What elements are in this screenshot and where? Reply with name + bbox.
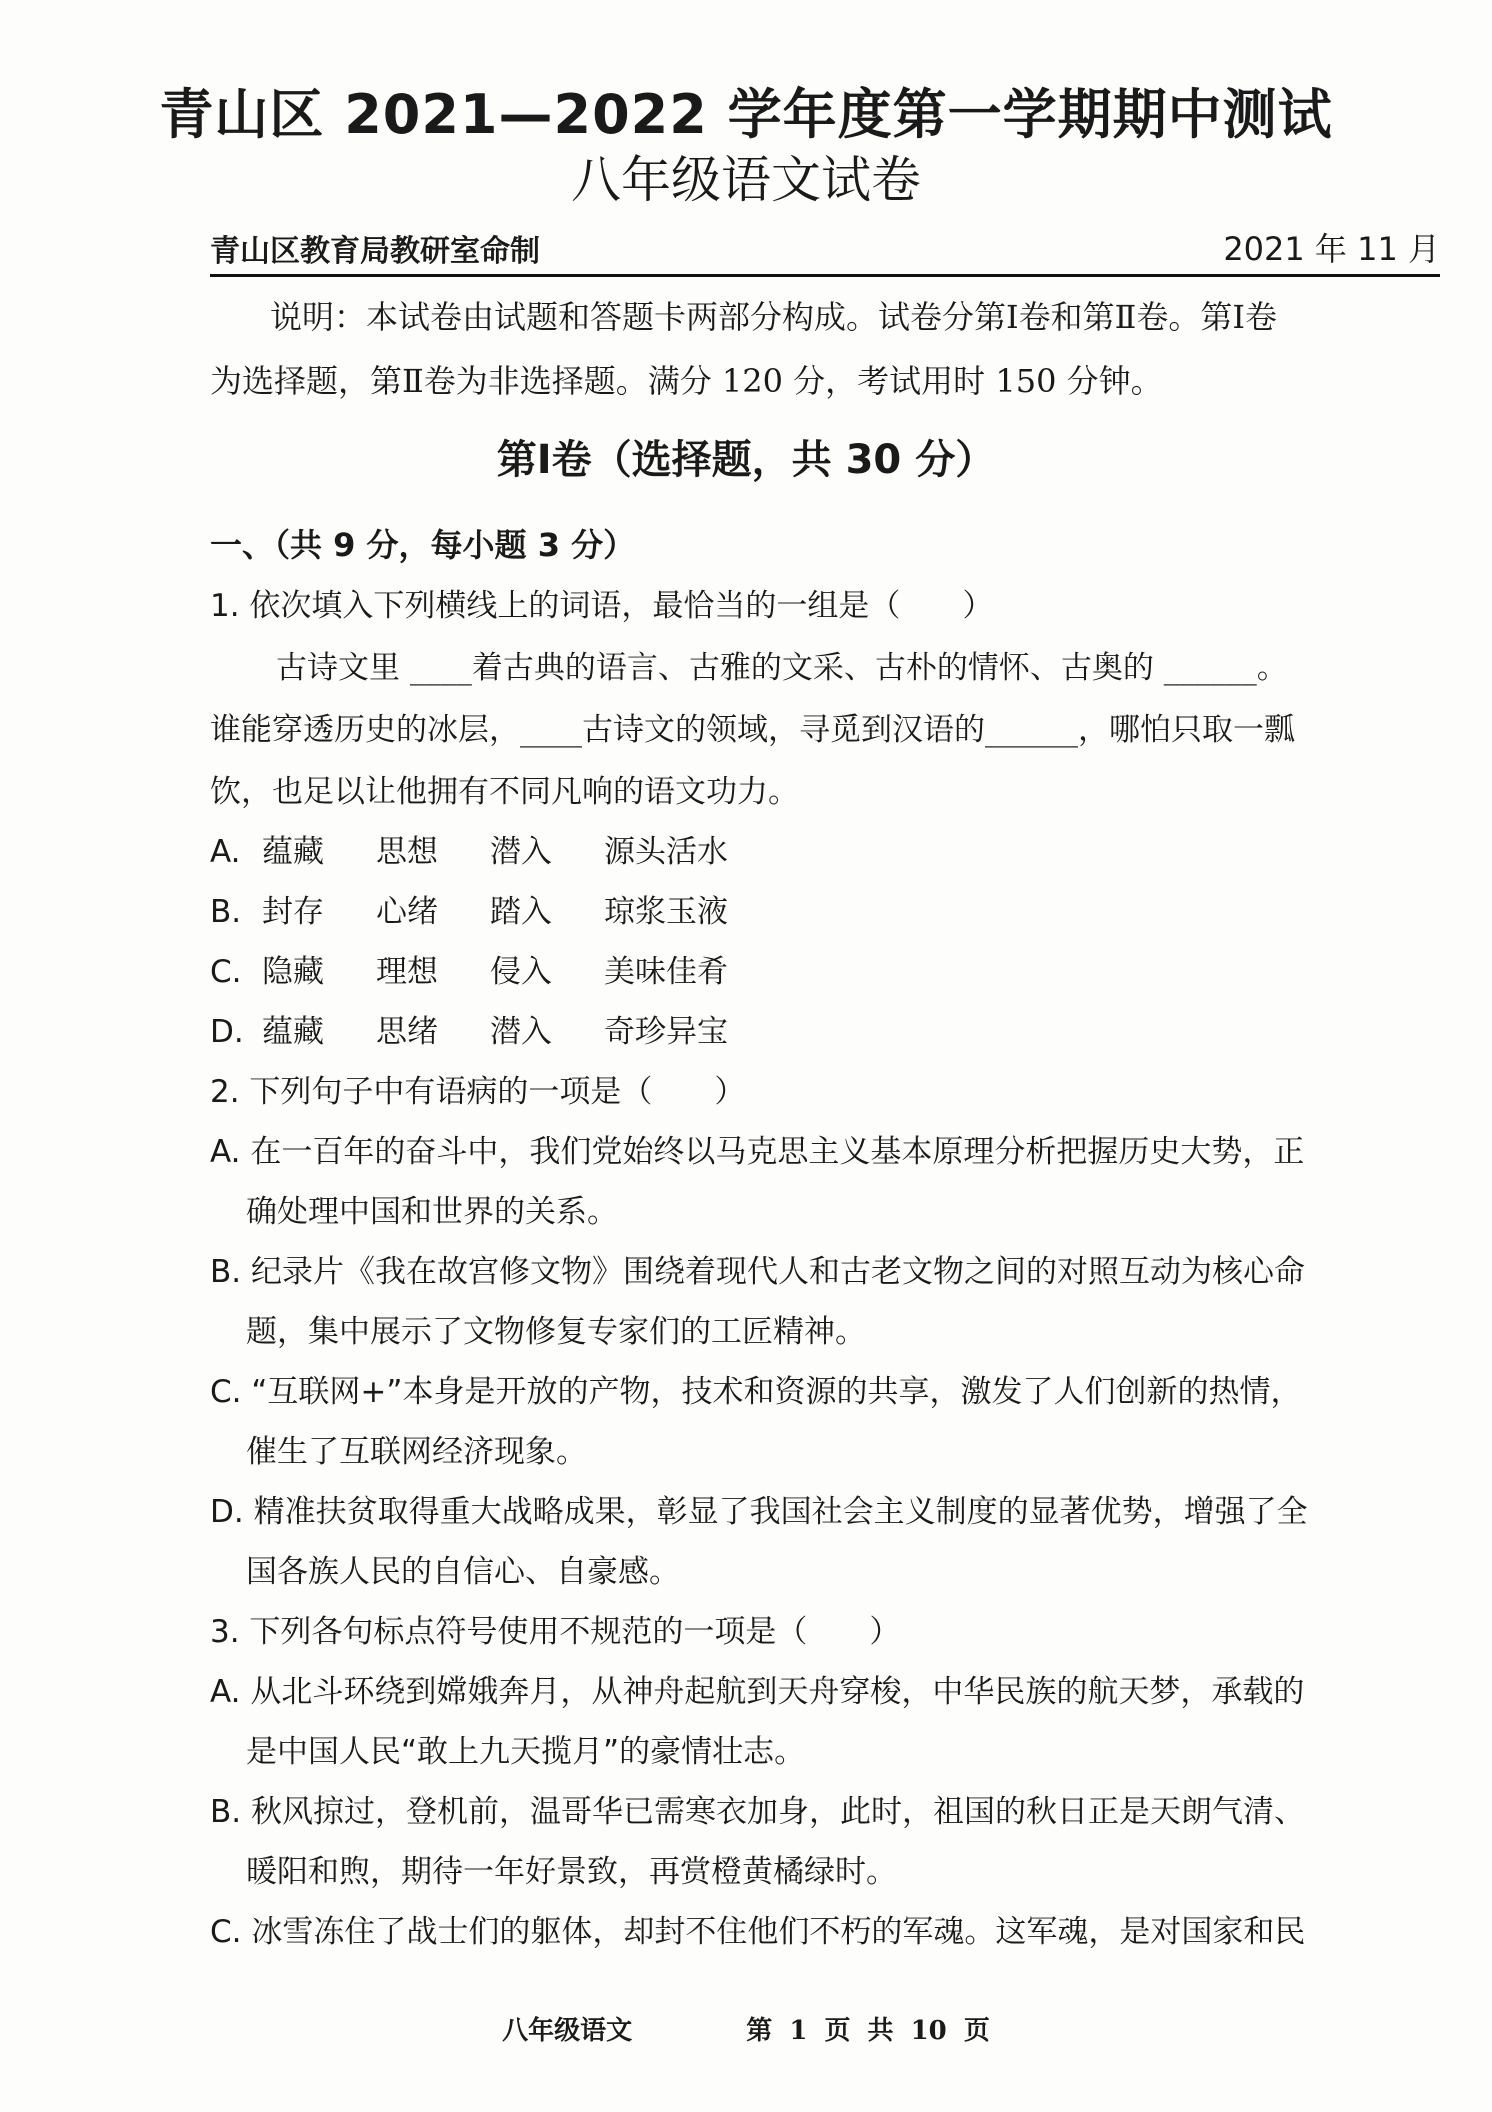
footer-subject: 八年级语文 xyxy=(502,2016,633,2046)
option-word: 潜入 xyxy=(490,834,552,870)
question-2-option-d-line-1: D. 精准扶贫取得重大战略成果，彰显了我国社会主义制度的显著优势，增强了全 xyxy=(210,1494,1308,1530)
section-title: 第Ⅰ卷（选择题，共 30 分） xyxy=(496,437,996,483)
question-1-passage-line-2: 谁能穿透历史的冰层，____古诗文的领域，寻觅到汉语的______，哪怕只取一瓢 xyxy=(210,712,1295,748)
question-1-option-b xyxy=(210,886,728,931)
question-2-option-a-line-2: 确处理中国和世界的关系。 xyxy=(246,1194,618,1230)
question-2-option-a-line-1: A. 在一百年的奋斗中，我们党始终以马克思主义基本原理分析把握历史大势，正 xyxy=(210,1134,1305,1170)
option-word: 潜入 xyxy=(490,1014,552,1050)
option-word: 奇珍异宝 xyxy=(604,1014,728,1050)
question-3-option-c-line-1: C. 冰雪冻住了战士们的躯体，却封不住他们不朽的军魂。这军魂，是对国家和民 xyxy=(210,1914,1306,1950)
footer-page-number: 第 1 页 共 10 页 xyxy=(746,2016,990,2046)
option-word: 心绪 xyxy=(376,894,438,930)
option-word: 蕴藏 xyxy=(262,834,324,870)
question-3-stem: 3. 下列各句标点符号使用不规范的一项是（ ） xyxy=(210,1614,901,1650)
option-word: 美味佳肴 xyxy=(604,954,728,990)
option-word: 理想 xyxy=(376,954,438,990)
option-label: D. xyxy=(210,1014,244,1050)
question-2-stem: 2. 下列句子中有语病的一项是（ ） xyxy=(210,1074,746,1110)
question-2-option-c-line-1: C. “互联网+”本身是开放的产物，技术和资源的共享，激发了人们创新的热情， xyxy=(210,1374,1302,1410)
question-1-passage-line-3: 饮，也足以让他拥有不同凡响的语文功力。 xyxy=(210,774,799,810)
option-word: 源头活水 xyxy=(604,834,728,870)
page-footer xyxy=(0,2010,1492,2047)
exam-title: 青山区 2021—2022 学年度第一学期期中测试 xyxy=(159,83,1333,146)
option-word: 思绪 xyxy=(376,1014,438,1050)
option-word: 思想 xyxy=(376,834,438,870)
option-word: 封存 xyxy=(262,894,324,930)
question-1-stem: 1. 依次填入下列横线上的词语，最恰当的一组是（ ） xyxy=(210,588,994,624)
question-1-option-a xyxy=(210,826,728,871)
option-label: C. xyxy=(210,954,242,990)
issuer-row xyxy=(210,228,1440,277)
question-1-passage-line-1: 古诗文里 ____着古典的语言、古雅的文采、古朴的情怀、古奥的 ______。 xyxy=(276,650,1288,686)
option-word: 侵入 xyxy=(490,954,552,990)
option-word: 隐藏 xyxy=(262,954,324,990)
question-3-option-b-line-2: 暖阳和煦，期待一年好景致，再赏橙黄橘绿时。 xyxy=(246,1854,897,1890)
issuer: 青山区教育局教研室命制 xyxy=(210,234,540,269)
question-1-option-d xyxy=(210,1006,728,1051)
question-2-option-d-line-2: 国各族人民的自信心、自豪感。 xyxy=(246,1554,680,1590)
question-3-option-a-line-2: 是中国人民“敢上九天揽月”的豪情壮志。 xyxy=(246,1734,806,1770)
option-word: 琼浆玉液 xyxy=(604,894,728,930)
question-3-option-b-line-1: B. 秋风掠过，登机前，温哥华已需寒衣加身，此时，祖国的秋日正是天朗气清、 xyxy=(210,1794,1305,1830)
question-2-option-c-line-2: 催生了互联网经济现象。 xyxy=(246,1434,587,1470)
question-3-option-a-line-1: A. 从北斗环绕到嫦娥奔月，从神舟起航到天舟穿梭，中华民族的航天梦，承载的 xyxy=(210,1674,1305,1710)
exam-date: 2021 年 11 月 xyxy=(1223,230,1440,268)
instructions-line-1: 说明：本试卷由试题和答题卡两部分构成。试卷分第Ⅰ卷和第Ⅱ卷。第Ⅰ卷 xyxy=(270,298,1278,336)
question-2-option-b-line-1: B. 纪录片《我在故宫修文物》围绕着现代人和古老文物之间的对照互动为核心命 xyxy=(210,1254,1305,1290)
exam-subtitle: 八年级语文试卷 xyxy=(571,151,921,209)
part-title: 一、（共 9 分，每小题 3 分） xyxy=(210,526,636,564)
instructions-line-2: 为选择题，第Ⅱ卷为非选择题。满分 120 分，考试用时 150 分钟。 xyxy=(210,362,1163,400)
option-word: 蕴藏 xyxy=(262,1014,324,1050)
option-word: 踏入 xyxy=(490,894,552,930)
option-label: B. xyxy=(210,894,242,930)
question-1-option-c xyxy=(210,946,728,991)
option-label: A. xyxy=(210,834,241,870)
question-2-option-b-line-2: 题，集中展示了文物修复专家们的工匠精神。 xyxy=(246,1314,866,1350)
